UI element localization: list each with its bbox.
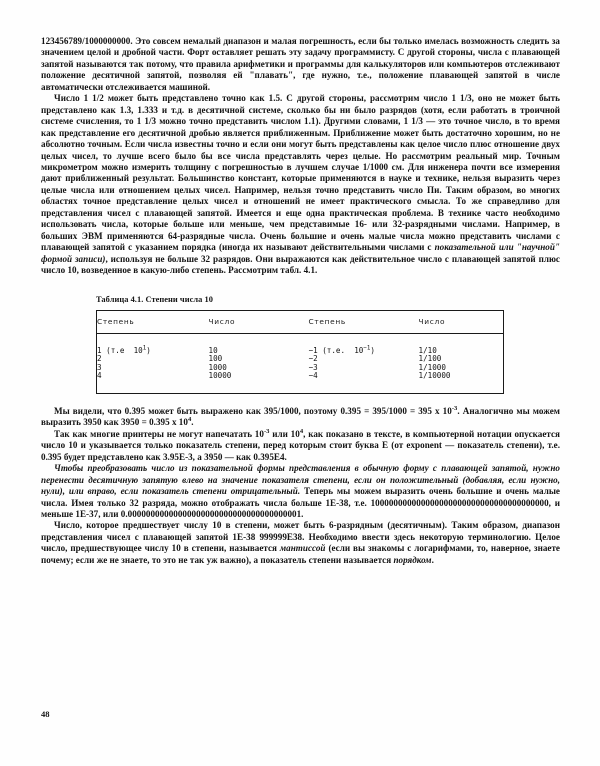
cell-power-positive: 2 (97, 354, 102, 364)
spacer-after-table (41, 394, 560, 406)
table-spacer-row (97, 381, 504, 394)
paragraph-3-part-c: . (191, 417, 194, 428)
cell-value-negative: 1/100 (418, 354, 442, 364)
cell-value-positive: 1000 (208, 362, 227, 372)
term-mantissa: мантиссой (279, 543, 326, 554)
term-order: порядком (393, 554, 432, 565)
cell-text: 1 (т.е 10 (97, 345, 143, 355)
table-col-header-number-1: Число (208, 316, 236, 326)
paragraph-4-part-a: Так как многие принтеры не могут напечатать 10 (54, 428, 264, 439)
paragraph-4-part-b: или 10 (269, 428, 300, 439)
paragraph-2-main: Число 1 1/2 может быть представлено точно как 1.5. С другой стороны, рассмотрим число 1 1/3, оно не может быть представлено как 1.3, 1.333 и т.д. в десятичной системе, сколько бы ни было разрядов (хотя, если работать в троичной системе счисления, то 1 1/3 можно точно представить числом 1.1). Другими словами, 1 1/3 — это точное число, в то время как представление его десятичной дробью является приближенным. Приближение может быть достаточно хорошим, но не абсолютно точным. Если числа известны точно и если они могут быть представлены как целое число плюс отношение двух целых чисел, то лучше всего было бы все числа представлять через целые. Но рассмотрим реальный мир. Точным микрометром можно измерить толщину с погрешностью в лучшем случае 1/1000 см. Для инженера почти все измерения дают приближенный результат. Большинство констант, которые применяются в науке и технике, нельзя выразить через целые числа или отношением целых чисел. Например, нельзя точно представить число Пи. Таким образом, во многих областях точное представление целых чисел и отношений не имеет практического смысла. То же справедливо для представления чисел с плавающей запятой. Имеется и еще одна практическая проблема. В технике часто необходимо использовать числа, которые больше или меньше, чем представимые 16- или 32-разрядными числами. Например, в больших ЭВМ применяются 64-разрядные числа. Очень большие и очень малые числа можно представить числами с плавающей запятой с указанием порядка (иногда их называют действительными числами с (41, 93, 560, 253)
paragraph-3 (41, 406, 560, 429)
table-col-header-power-1: Степень (97, 316, 135, 326)
cell-power-negative: −3 (308, 362, 318, 372)
paragraph-6-part-c: . (431, 554, 434, 565)
spacer-cell (209, 333, 309, 347)
cell-power-positive (97, 344, 209, 356)
table-body (97, 333, 504, 393)
paragraph-3-part-a: Мы видели, что 0.395 может быть выражено как 395/1000, поэтому 0.395 = 395/1000 = 395 x 10 (54, 405, 452, 416)
exponent-four: 4 (299, 427, 304, 435)
page-number: 48 (41, 709, 50, 719)
table-block (41, 295, 560, 394)
spacer-cell (419, 333, 504, 347)
cell-superscript: 1 (142, 344, 147, 351)
spacer-cell (309, 381, 419, 394)
table-caption: Таблица 4.1. Степени числа 10 (96, 294, 213, 304)
powers-of-ten-table (96, 310, 504, 394)
cell-text: −1 (т.е. 10 (308, 345, 364, 355)
exponent-minus-three: -3 (263, 427, 270, 435)
paragraph-4-part-c: , как показано в тексте, в компьютерной нотации опускается число 10 и указывается только показатель степени, перед которым стоит буква Е (от exponent — показатель степени), т.е. 0.395 будет представлено как 3.95Е-3, а 3950 — как 0.395Е4. (41, 428, 560, 462)
paragraph-6-part-b: (если вы знакомы с логарифмами, то, наверное, знаете почему; если же не знаете, то это не так уж важно), а показатель степени называется (41, 543, 560, 565)
page-content (41, 36, 560, 566)
paragraph-6-part-a: Число, которое предшествует числу 10 в степени, может быть 6-разрядным (десятичным). Таким образом, диапазон представления чисел с плавающей запятой 1Е-38 999999Е38. Необходимо ввести здесь некоторую терминологию. Целое число, предшествующее числу 10 в степени, называется (41, 520, 560, 554)
paragraph-4 (41, 429, 560, 463)
paragraph-5-italic: Чтобы преобразовать число из показательной формы представления в обычную форму с плавающей запятой, нужно перенести десятичную запятую влево на значение показателя степени, если он положительный (добавляя, если нужно, нули), или вправо, если показатель степени отрицательный. (41, 463, 560, 497)
paragraph-2 (41, 93, 560, 276)
cell-text-close: ) (146, 345, 151, 355)
exponent-four: 4 (187, 416, 192, 424)
cell-value-negative: 1/10000 (418, 371, 451, 381)
cell-power-negative: −4 (308, 371, 318, 381)
paragraph-3-part-b: . Аналогично мы можем выразить 3950 как 3950 = 0.395 x 10 (41, 405, 560, 428)
table-col-header-number-2: Число (418, 316, 446, 326)
paragraph-1: 123456789/1000000000. Это совсем немалый диапазон и малая погрешность, если бы только имелась возможность следить за значением целой и дробной части. Форт оставляет решать эту задачу программисту. С другой стороны, числа с плавающей запятой называются так потому, что правила арифметики и программы для калькуляторов или компьютеров отслеживают положение десятичной запятой, позволяя ей "плавать", где нужно, т.е., положение плавающей запятой в числе автоматически отслеживается машиной. (41, 36, 560, 92)
cell-value-negative: 1/10 (418, 345, 437, 355)
cell-value-positive: 100 (208, 354, 223, 364)
table-spacer-row (97, 333, 504, 347)
spacer-cell (97, 381, 209, 394)
cell-power-negative (308, 344, 419, 356)
cell-power-negative: −2 (308, 354, 318, 364)
paragraph-2-tail: , используя не больше 32 разрядов. Они выражаются как действительное число с плавающей запятой плюс число 10, возведенное в какую-либо степень. Рассмотрим табл. 4.1. (41, 253, 560, 276)
table-header (97, 310, 504, 333)
cell-superscript: −1 (363, 344, 371, 351)
paragraph-2-italic-term: показательной или "научной" формой записи) (41, 242, 560, 264)
paragraph-6 (41, 520, 560, 566)
table-col-header-power-2: Степень (308, 316, 346, 326)
cell-power-positive: 3 (97, 362, 102, 372)
table-header-row (97, 310, 504, 333)
spacer-cell (209, 381, 309, 394)
paragraph-5-rest: Теперь мы можем выразить очень большие и очень малые числа. Имея только 32 разряда, можно отображать числа больше 1Е-38, т.е. 100000000000000000000000000000000000000, и меньше 1Е-37, или 0.00000000000000000000000000000000000001. (41, 486, 560, 519)
table-row (97, 347, 504, 356)
exponent-minus-three: -3 (451, 404, 458, 412)
cell-value-positive: 10000 (208, 371, 232, 381)
spacer-cell (97, 333, 209, 347)
cell-power-positive: 4 (97, 371, 102, 381)
cell-value-positive: 10 (208, 345, 218, 355)
paragraph-5 (41, 463, 560, 520)
table-row (97, 372, 504, 381)
cell-value-negative: 1/1000 (418, 362, 446, 372)
spacer-cell (419, 381, 504, 394)
cell-text-close: ) (370, 345, 375, 355)
